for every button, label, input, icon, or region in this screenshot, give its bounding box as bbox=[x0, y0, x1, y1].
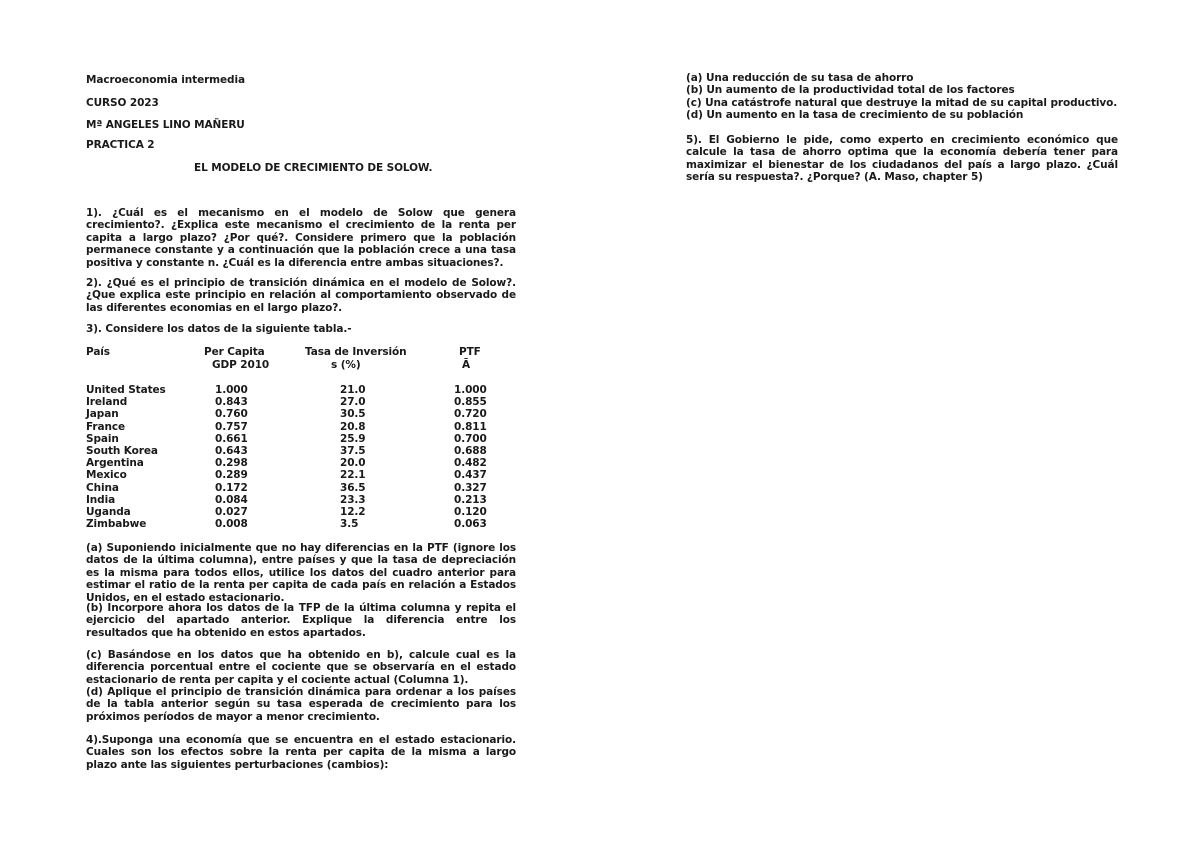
cell-gdp: 0.760 bbox=[215, 408, 248, 421]
header-gdp-line2: GDP 2010 bbox=[212, 359, 270, 371]
question-2-text: 2). ¿Qué es el principio de transición dinámica en el modelo de Solow?.¿Que explica este principio en relación al comportamiento observado de las diferentes economias en el largo plazo?. bbox=[86, 277, 516, 314]
question-5-text: 5). El Gobierno le pide, como experto en crecimiento económico que calcule la tasa de ahorro optima que la economía debería tener para maximizar el bienestar de los ciudadanos del país a largo plazo. ¿Cuál sería su respuesta?. ¿Porque? (A. Maso, chapter 5) bbox=[686, 134, 1118, 184]
cell-investment: 21.0 bbox=[340, 384, 366, 396]
option-b: (b) Un aumento de la productividad total de los factores bbox=[686, 84, 1015, 97]
header-country: País bbox=[86, 346, 110, 358]
cell-investment: 12.2 bbox=[340, 506, 366, 518]
cell-ptf: 0.213 bbox=[454, 493, 487, 506]
question-5 bbox=[686, 134, 1118, 184]
cell-investment: 37.5 bbox=[340, 445, 366, 457]
cell-gdp: 0.643 bbox=[215, 445, 248, 457]
document-title: EL MODELO DE CRECIMIENTO DE SOLOW. bbox=[194, 162, 433, 174]
question-3b bbox=[86, 602, 516, 639]
cell-investment: 23.3 bbox=[340, 493, 366, 506]
cell-gdp: 0.298 bbox=[215, 457, 248, 470]
cell-gdp: 1.000 bbox=[215, 384, 248, 396]
cell-ptf: 0.688 bbox=[454, 445, 487, 457]
header-gdp-line1: Per Capita bbox=[204, 346, 265, 358]
cell-investment: 20.0 bbox=[340, 457, 366, 470]
table-row bbox=[86, 445, 516, 457]
course-title: Macroeconomia intermedia bbox=[86, 74, 245, 86]
cell-country: France bbox=[86, 420, 125, 433]
cell-investment: 22.1 bbox=[340, 469, 366, 482]
cell-investment: 27.0 bbox=[340, 396, 366, 409]
cell-gdp: 0.027 bbox=[215, 506, 248, 518]
cell-country: China bbox=[86, 481, 119, 494]
option-a: (a) Una reducción de su tasa de ahorro bbox=[686, 72, 914, 84]
question-4-text: 4).Suponga una economía que se encuentra en el estado estacionario. Cuales son los efectos sobre la renta per capita de la misma a largo plazo ante las siguientes perturbaciones (cambios): bbox=[86, 734, 516, 771]
question-1-text: 1). ¿Cuál es el mecanismo en el modelo de Solow que genera crecimiento?. ¿Explica este mecanismo el crecimiento de la renta per capita a largo plazo? ¿Por qué?. Considere primero que la población permanece constante y a continuación que la población crece a una tasa positiva y constante n. ¿Cuál es la diferencia entre ambas situaciones?. bbox=[86, 207, 516, 269]
cell-country: Argentina bbox=[86, 457, 144, 470]
cell-investment: 20.8 bbox=[340, 420, 366, 433]
cell-investment: 25.9 bbox=[340, 432, 366, 445]
table-row bbox=[86, 421, 516, 433]
table-row bbox=[86, 396, 516, 408]
cell-gdp: 0.172 bbox=[215, 481, 248, 494]
cell-country: Japan bbox=[86, 408, 119, 421]
cell-gdp: 0.843 bbox=[215, 396, 248, 409]
cell-ptf: 0.700 bbox=[454, 432, 487, 445]
table-row bbox=[86, 518, 516, 530]
question-2 bbox=[86, 277, 516, 314]
practice-label: PRACTICA 2 bbox=[86, 139, 155, 151]
table-row bbox=[86, 408, 516, 420]
question-3c bbox=[86, 649, 516, 686]
option-c: (c) Una catástrofe natural que destruye la mitad de su capital productivo. bbox=[686, 96, 1118, 109]
header-investment-line1: Tasa de Inversión bbox=[305, 346, 407, 358]
cell-investment: 36.5 bbox=[340, 481, 366, 494]
question-3b-text: (b) Incorpore ahora los datos de la TFP de la última columna y repita el ejercicio del apartado anterior. Explique la diferencia entre los resultados que ha obtenido en estos apartados. bbox=[86, 602, 516, 639]
cell-ptf: 0.063 bbox=[454, 518, 487, 531]
author-name: Mª ANGELES LINO MAÑERU bbox=[86, 119, 245, 131]
cell-ptf: 1.000 bbox=[454, 384, 487, 396]
cell-ptf: 0.855 bbox=[454, 396, 487, 409]
question-1 bbox=[86, 207, 516, 269]
table-row bbox=[86, 384, 516, 396]
cell-ptf: 0.811 bbox=[454, 420, 487, 433]
table-row bbox=[86, 433, 516, 445]
cell-country: India bbox=[86, 493, 116, 506]
cell-country: United States bbox=[86, 384, 166, 396]
table-row bbox=[86, 469, 516, 481]
header-ptf-line1: PTF bbox=[459, 346, 481, 358]
question-3d bbox=[86, 686, 516, 723]
header-ptf-line2: Ā bbox=[462, 359, 471, 371]
cell-ptf: 0.720 bbox=[454, 408, 487, 421]
question-3a bbox=[86, 542, 516, 604]
cell-investment: 3.5 bbox=[340, 518, 359, 531]
cell-country: Mexico bbox=[86, 469, 127, 482]
cell-gdp: 0.757 bbox=[215, 420, 248, 433]
header-investment-line2: s (%) bbox=[331, 359, 361, 371]
cell-ptf: 0.482 bbox=[454, 457, 487, 470]
question-3-text: 3). Considere los datos de la siguiente tabla.- bbox=[86, 323, 352, 335]
question-3c-text: (c) Basándose en los datos que ha obtenido en b), calcule cual es la diferencia porcentual entre el cociente que se observaría en el estado estacionario de renta per capita y el cociente actual (Columna 1). bbox=[86, 649, 516, 686]
question-4-options bbox=[686, 72, 1118, 122]
cell-ptf: 0.437 bbox=[454, 469, 487, 482]
cell-investment: 30.5 bbox=[340, 408, 366, 421]
cell-ptf: 0.327 bbox=[454, 481, 487, 494]
cell-ptf: 0.120 bbox=[454, 506, 487, 518]
course-year: CURSO 2023 bbox=[86, 97, 159, 109]
table-row bbox=[86, 482, 516, 494]
question-3 bbox=[86, 323, 516, 335]
cell-gdp: 0.661 bbox=[215, 432, 248, 445]
question-3a-text: (a) Suponiendo inicialmente que no hay diferencias en la PTF (ignore los datos de la última columna), entre países y que la tasa de depreciación es la misma para todos ellos, utilice los datos del cuadro anterior para estimar el ratio de la renta per capita de cada país en relación a Estados Unidos, en el estado estacionario. bbox=[86, 542, 516, 604]
table-row bbox=[86, 457, 516, 469]
cell-country: Ireland bbox=[86, 396, 128, 409]
option-d: (d) Un aumento en la tasa de crecimiento de su población bbox=[686, 109, 1024, 122]
cell-gdp: 0.008 bbox=[215, 518, 248, 531]
question-4 bbox=[86, 734, 516, 771]
cell-country: Spain bbox=[86, 432, 119, 445]
cell-gdp: 0.084 bbox=[215, 493, 248, 506]
table-row bbox=[86, 494, 516, 506]
cell-country: Uganda bbox=[86, 506, 131, 518]
cell-gdp: 0.289 bbox=[215, 469, 248, 482]
cell-country: Zimbabwe bbox=[86, 518, 147, 531]
cell-country: South Korea bbox=[86, 445, 158, 457]
table-row bbox=[86, 506, 516, 518]
question-3d-text: (d) Aplique el principio de transición dinámica para ordenar a los países de la tabla anterior según su tasa esperada de crecimiento para los próximos períodos de mayor a menor crecimiento. bbox=[86, 686, 516, 723]
